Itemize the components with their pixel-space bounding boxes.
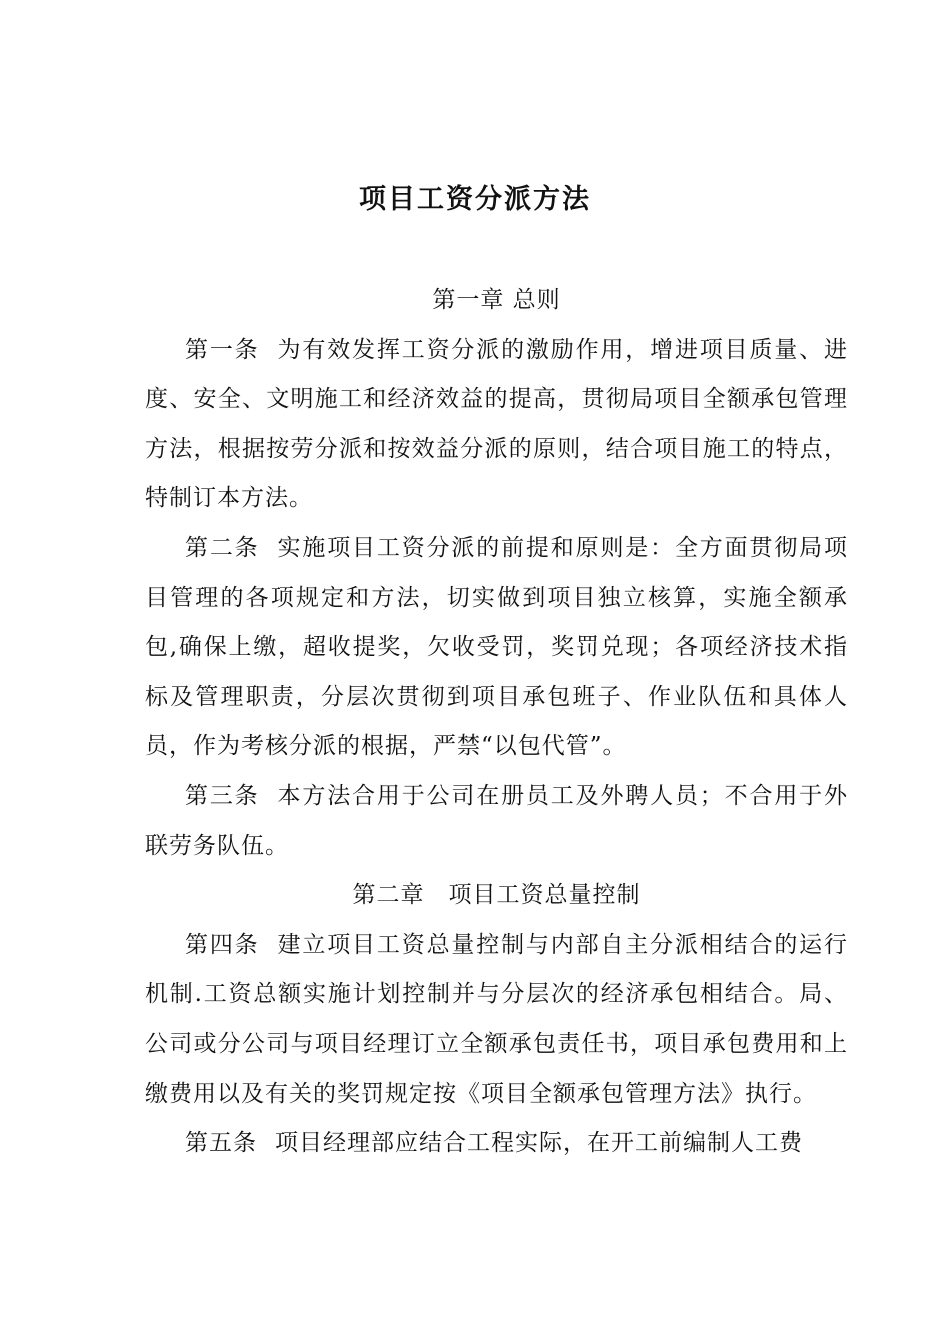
article-text: 建立项目工资总量控制与内部自主分派相结合的运行机制.工资总额实施计划控制并与分层次的经济承包相结合。局、公司或分公司与项目经理订立全额承包责任书，项目承包费用和上缴费用以及有关的奖罚规定按《项目全额承包管理方法》执行。 bbox=[145, 931, 849, 1107]
article-2 bbox=[145, 524, 848, 772]
article-5 bbox=[145, 1119, 848, 1169]
article-4 bbox=[145, 921, 848, 1119]
article-number: 第五条 bbox=[185, 1130, 257, 1157]
document-title: 项目工资分派方法 bbox=[359, 184, 591, 215]
article-number: 第二条 bbox=[185, 534, 260, 561]
chapter-heading: 第二章 项目工资总量控制 bbox=[352, 882, 641, 909]
article-3 bbox=[145, 772, 848, 871]
article-text: 为有效发挥工资分派的激励作用，增进项目质量、进度、安全、文明施工和经济效益的提高，贯彻局项目全额承包管理方法，根据按劳分派和按效益分派的原则，结合项目施工的特点，特制订本方法。 bbox=[145, 336, 849, 512]
article-text: 实施项目工资分派的前提和原则是：全方面贯彻局项目管理的各项规定和方法，切实做到项目独立核算，实施全额承包,确保上缴，超收提奖，欠收受罚，奖罚兑现；各项经济技术指标及管理职责，分层次贯彻到项目承包班子、作业队伍和具体人员，作为考核分派的根据，严禁“以包代管”。 bbox=[145, 534, 849, 760]
article-number: 第四条 bbox=[185, 931, 260, 958]
article-number: 第三条 bbox=[185, 782, 260, 809]
article-1 bbox=[145, 326, 848, 524]
document-body bbox=[145, 276, 848, 1169]
article-number: 第一条 bbox=[185, 336, 260, 363]
article-text: 本方法合用于公司在册员工及外聘人员；不合用于外联劳务队伍。 bbox=[145, 782, 849, 859]
article-text: 项目经理部应结合工程实际，在开工前编制人工费 bbox=[275, 1130, 803, 1157]
chapter-heading: 第一章 总则 bbox=[432, 287, 561, 313]
